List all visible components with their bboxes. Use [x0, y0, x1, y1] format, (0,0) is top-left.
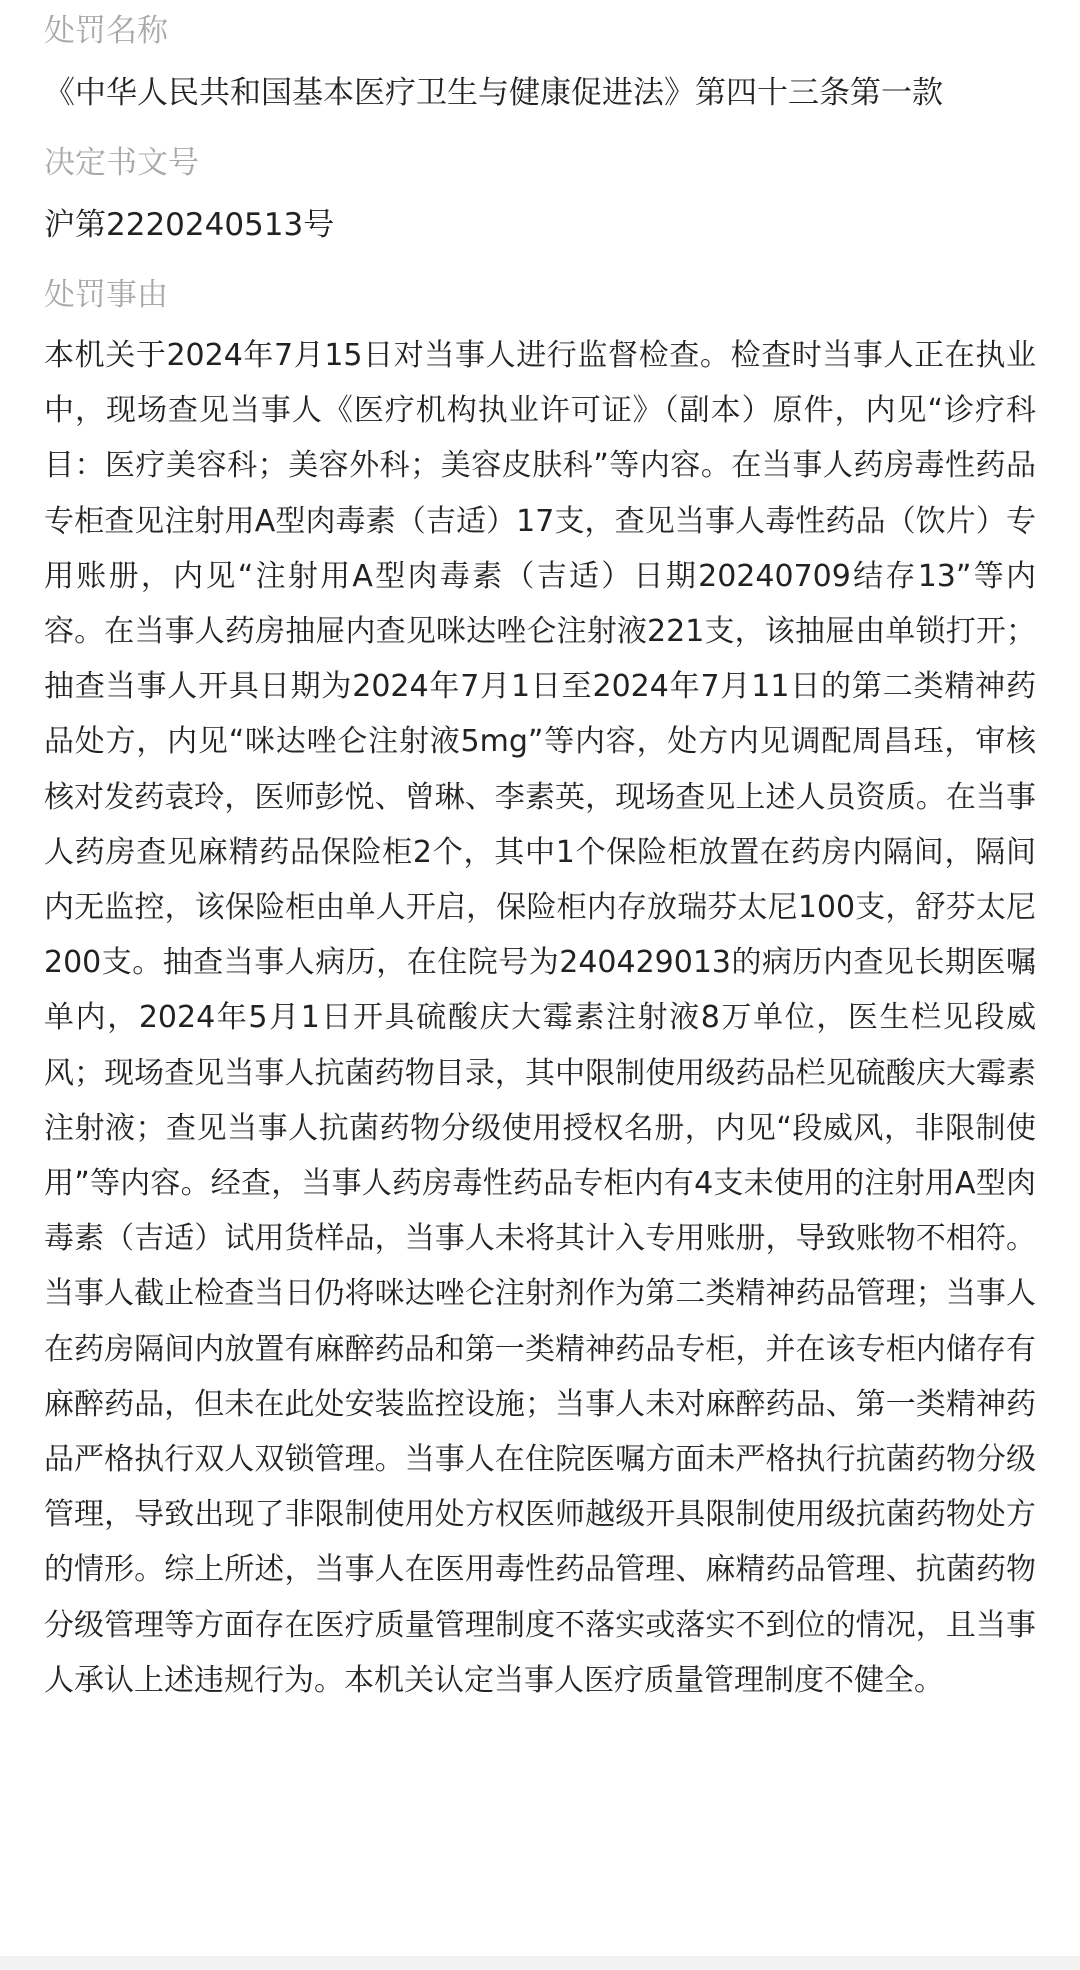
decision-number-section	[44, 140, 1036, 248]
decision-number-label: 决定书文号	[44, 145, 199, 181]
penalty-name-label: 处罚名称	[44, 13, 168, 49]
decision-number-value: 沪第2220240513号	[44, 207, 335, 243]
bottom-divider	[0, 1956, 1080, 1970]
penalty-name-section	[44, 8, 1036, 116]
penalty-reason-text: 本机关于2024年7月15日对当事人进行监督检查。检查时当事人正在执业中，现场查见当事人《医疗机构执业许可证》（副本）原件，内见“诊疗科目：医疗美容科；美容外科；美容皮肤科”等内容。在当事人药房毒性药品专柜查见注射用A型肉毒素（吉适）17支，查见当事人毒性药品（饮片）专用账册，内见“注射用A型肉毒素（吉适）日期20240709结存13”等内容。在当事人药房抽屉内查见咪达唑仑注射液221支，该抽屉由单锁打开；抽查当事人开具日期为2024年7月1日至2024年7月11日的第二类精神药品处方，内见“咪达唑仑注射液5mg”等内容，处方内见调配周昌珏，审核核对发药袁玲，医师彭悦、曾琳、李素英，现场查见上述人员资质。在当事人药房查见麻精药品保险柜2个，其中1个保险柜放置在药房内隔间，隔间内无监控，该保险柜由单人开启，保险柜内存放瑞芬太尼100支，舒芬太尼200支。抽查当事人病历，在住院号为240429013的病历内查见长期医嘱单内，2024年5月1日开具硫酸庆大霉素注射液8万单位，医生栏见段威风；现场查见当事人抗菌药物目录，其中限制使用级药品栏见硫酸庆大霉素注射液；查见当事人抗菌药物分级使用授权名册，内见“段威风，非限制使用”等内容。经查，当事人药房毒性药品专柜内有4支未使用的注射用A型肉毒素（吉适）试用货样品，当事人未将其计入专用账册，导致账物不相符。当事人截止检查当日仍将咪达唑仑注射剂作为第二类精神药品管理；当事人在药房隔间内放置有麻醉药品和第一类精神药品专柜，并在该专柜内储存有麻醉药品，但未在此处安装监控设施；当事人未对麻醉药品、第一类精神药品严格执行双人双锁管理。当事人在住院医嘱方面未严格执行抗菌药物分级管理，导致出现了非限制使用处方权医师越级开具限制使用级抗菌药物处方的情形。综上所述，当事人在医用毒性药品管理、麻精药品管理、抗菌药物分级管理等方面存在医疗质量管理制度不落实或落实不到位的情况，且当事人承认上述违规行为。本机关认定当事人医疗质量管理制度不健全。	[44, 338, 1036, 1698]
penalty-reason-section	[44, 272, 1036, 1708]
penalty-name-value: 《中华人民共和国基本医疗卫生与健康促进法》第四十三条第一款	[44, 75, 943, 111]
penalty-reason-label: 处罚事由	[44, 277, 168, 313]
